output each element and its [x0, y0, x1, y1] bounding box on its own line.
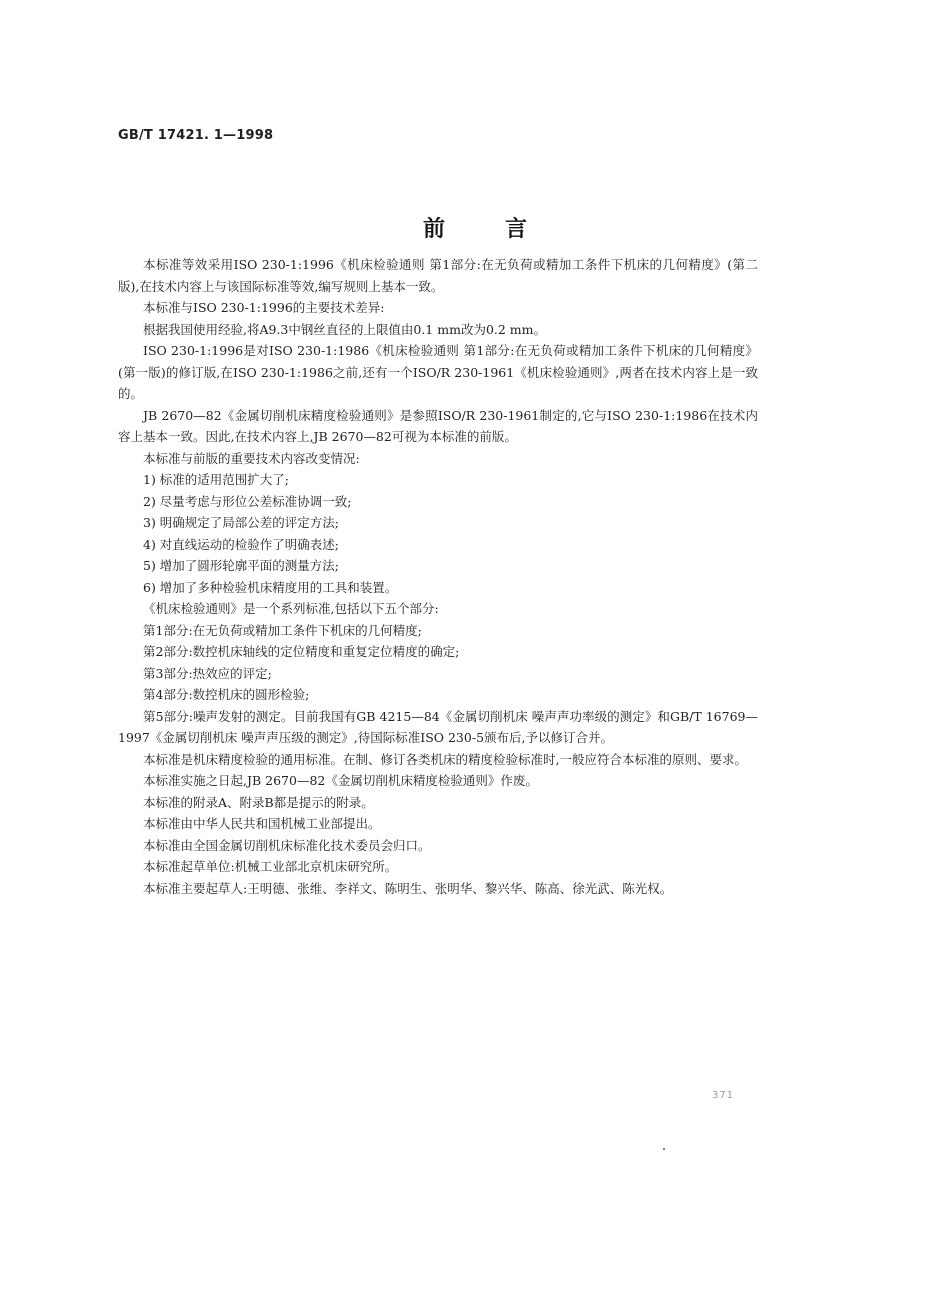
paragraph: 本标准主要起草人:王明德、张维、李祥文、陈明生、张明华、黎兴华、陈高、徐光武、陈光权。 — [143, 880, 673, 896]
list-item: 6) 增加了多种检验机床精度用的工具和装置。 — [143, 579, 398, 595]
list-item: 2) 尽量考虑与形位公差标准协调一致; — [143, 493, 352, 509]
paragraph: JB 2670—82《金属切削机床精度检验通则》是参照ISO/R 230-1961制定的,它与ISO 230-1:1986在技术内容上基本一致。因此,在技术内容上,JB 2670—82可视为本标准的前版。 — [118, 407, 758, 444]
paragraph: 本标准等效采用ISO 230-1:1996《机床检验通则 第1部分:在无负荷或精加工条件下机床的几何精度》(第二版),在技术内容上与该国际标准等效,编写规则上基本一致。 — [118, 257, 758, 294]
paragraph: 本标准由中华人民共和国机械工业部提出。 — [143, 816, 381, 831]
part-item: 第1部分:在无负荷或精加工条件下机床的几何精度; — [143, 622, 422, 638]
paragraph: 本标准由全国金属切削机床标准化技术委员会归口。 — [143, 837, 431, 853]
paragraph: 根据我国使用经验,将A9.3中钢丝直径的上限值由0.1 mm改为0.2 mm。 — [143, 321, 546, 337]
list-item: 3) 明确规定了局部公差的评定方法; — [143, 515, 340, 530]
page-title: 前言 — [422, 216, 587, 242]
foreword-body — [118, 254, 758, 899]
paragraph: 《机床检验通则》是一个系列标准,包括以下五个部分: — [143, 601, 439, 616]
paragraph: 本标准的附录A、附录B都是提示的附录。 — [143, 794, 374, 810]
part-item: 第4部分:数控机床的圆形检验; — [143, 687, 310, 702]
part-item: 第5部分:噪声发射的测定。目前我国有GB 4215—84《金属切削机床 噪声声功率级的测定》和GB/T 16769—1997《金属切削机床 噪声声压级的测定》,待国际标准ISO 230-5颁布后,予以修订合并。 — [118, 708, 758, 745]
scan-speck — [663, 1148, 665, 1150]
part-item: 第2部分:数控机床轴线的定位精度和重复定位精度的确定; — [143, 644, 460, 659]
paragraph: 本标准是机床精度检验的通用标准。在制、修订各类机床的精度检验标准时,一般应符合本标准的原则、要求。 — [143, 751, 747, 767]
part-item: 第3部分:热效应的评定; — [143, 665, 272, 681]
list-item: 1) 标准的适用范围扩大了; — [143, 472, 290, 487]
list-item: 4) 对直线运动的检验作了明确表述; — [143, 536, 340, 552]
paragraph: 本标准与前版的重要技术内容改变情况: — [143, 450, 360, 466]
paragraph: 本标准实施之日起,JB 2670—82《金属切削机床精度检验通则》作废。 — [143, 773, 538, 788]
paragraph: 本标准起草单位:机械工业部北京机床研究所。 — [143, 859, 398, 874]
paragraph: ISO 230-1:1996是对ISO 230-1:1986《机床检验通则 第1部分:在无负荷或精加工条件下机床的几何精度》(第一版)的修订版,在ISO 230-1:1986之前,还有一个ISO/R 230-1961《机床检验通则》,两者在技术内容上是一致的。 — [118, 343, 758, 401]
paragraph: 本标准与ISO 230-1:1996的主要技术差异: — [143, 300, 385, 315]
page-number: 371 — [712, 1090, 735, 1101]
list-item: 5) 增加了圆形轮廓平面的测量方法; — [143, 558, 340, 573]
standard-number-header: GB/T 17421. 1—1998 — [118, 128, 274, 143]
